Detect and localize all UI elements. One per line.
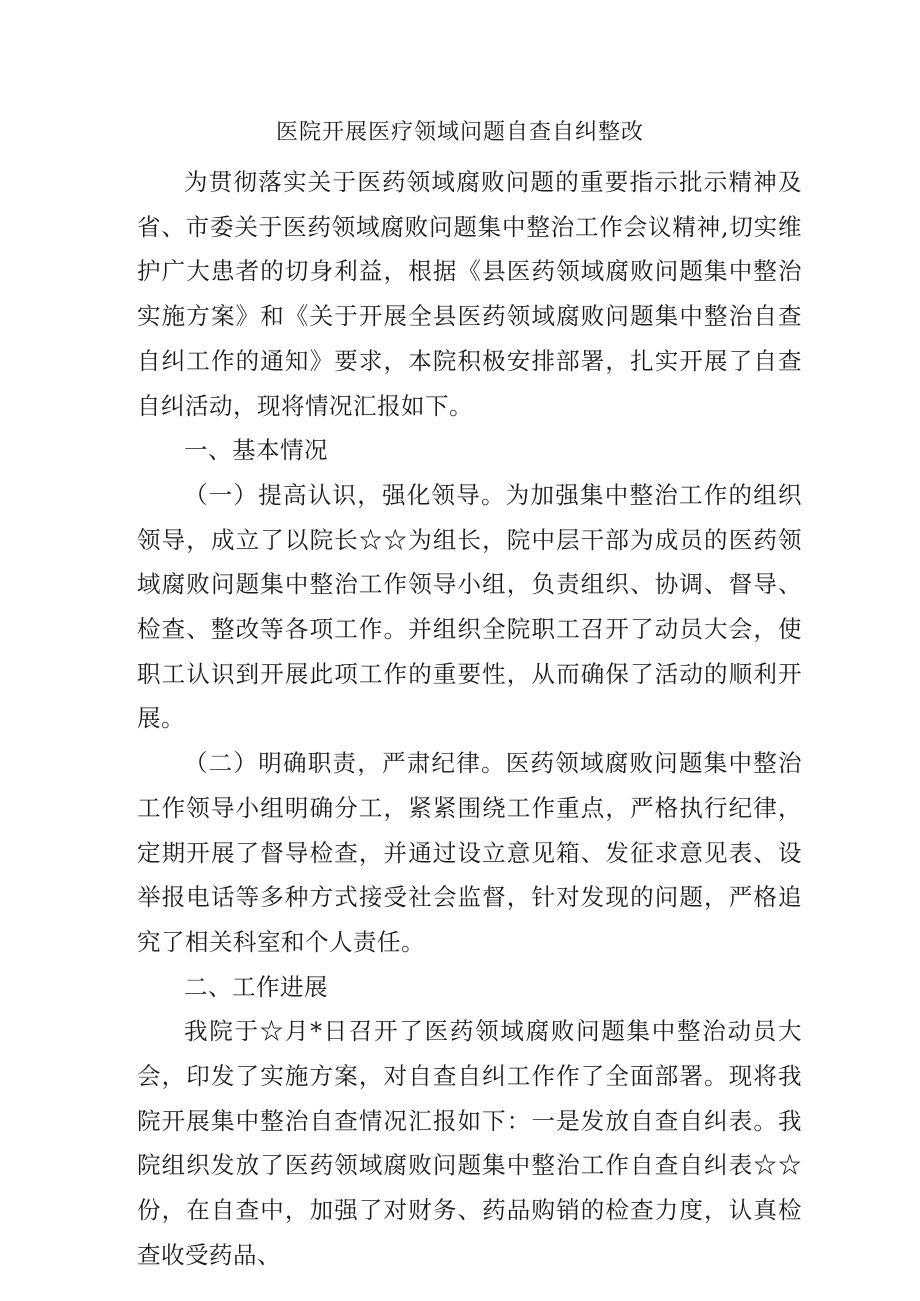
intro-paragraph: 为贯彻落实关于医药领域腐败问题的重要指示批示精神及省、市委关于医药领域腐败问题集中整治工作会议精神,切实维护广大患者的切身利益，根据《县医药领域腐败问题集中整治实施方案》和《关于开展全县医药领域腐败问题集中整治自查自纠工作的通知》要求，本院积极安排部署，扎实开展了自查自纠活动，现将情况汇报如下。 <box>137 168 802 420</box>
paragraph-leadership: （一）提高认识，强化领导。为加强集中整治工作的组织领导，成立了以院长☆☆为组长，院中层干部为成员的医药领域腐败问题集中整治工作领导小组，负责组织、协调、督导、检查、整改等各项工作。并组织全院职工召开了动员大会，使职工认识到开展此项工作的重要性，从而确保了活动的顺利开展。 <box>137 480 802 733</box>
document-body <box>137 160 802 1278</box>
document-title: 医院开展医疗领域问题自查自纠整改 <box>275 120 644 145</box>
paragraph-responsibilities: （二）明确职责，严肃纪律。医药领域腐败问题集中整治工作领导小组明确分工，紧紧围绕工作重点，严格执行纪律，定期开展了督导检查，并通过设立意见箱、发征求意见表、设举报电话等多种方式接受社会监督，针对发现的问题，严格追究了相关科室和个人责任。 <box>137 749 802 956</box>
paragraph-progress: 我院于☆月*日召开了医药领域腐败问题集中整治动员大会，印发了实施方案，对自查自纠工作作了全面部署。现将我院开展集中整治自查情况汇报如下：一是发放自查自纠表。我院组织发放了医药领域腐败问题集中整治工作自查自纠表☆☆份，在自查中，加强了对财务、药品购销的检查力度，认真检查收受药品、 <box>137 1017 802 1269</box>
section-heading-work-progress: 二、工作进展 <box>184 972 328 1001</box>
section-heading-basic-situation: 一、基本情况 <box>184 436 328 465</box>
